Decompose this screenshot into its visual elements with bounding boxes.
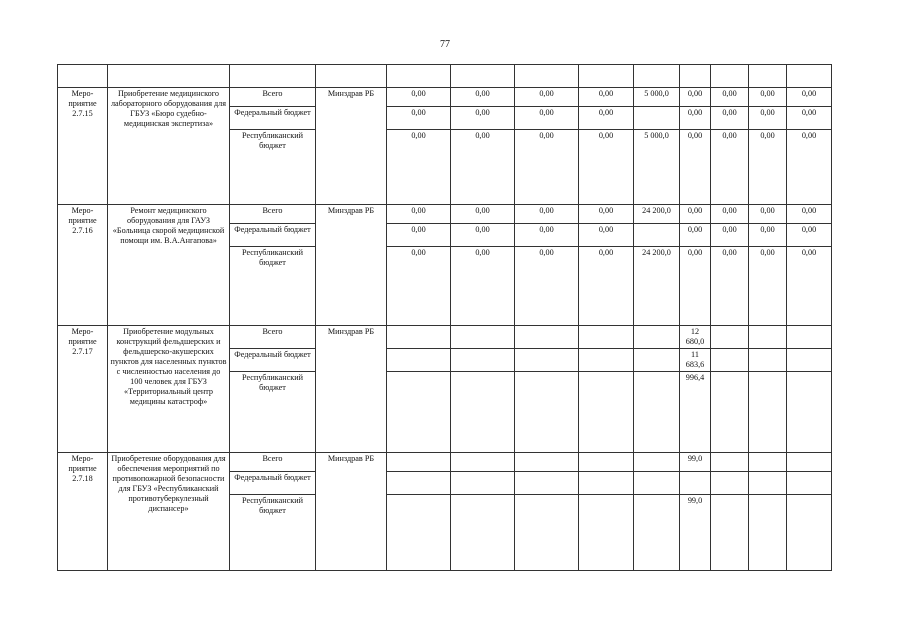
- value-cell: 0,00: [387, 205, 451, 224]
- header-cell: [749, 65, 787, 88]
- value-cell: 0,00: [451, 205, 515, 224]
- event-description-cell: Приобретение оборудования для обеспечения мероприятий по противопожарной безопасности для ГБУЗ «Республиканский противотуберкулезный диспансер»: [108, 453, 230, 571]
- event-code-cell: Меро-приятие 2.7.16: [58, 205, 108, 326]
- value-cell: 0,00: [387, 107, 451, 130]
- value-cell: [451, 453, 515, 472]
- value-cell: [711, 349, 749, 372]
- executor-cell: Минздрав РБ: [316, 326, 387, 453]
- table-row: [58, 326, 832, 349]
- value-cell: [515, 326, 579, 349]
- value-cell: [711, 372, 749, 453]
- table-row: [58, 453, 832, 472]
- value-cell: 0,00: [711, 88, 749, 107]
- header-cell: [680, 65, 711, 88]
- page-number: 77: [440, 39, 450, 50]
- value-cell: 0,00: [749, 247, 787, 326]
- value-cell: [579, 372, 634, 453]
- value-cell: [634, 372, 680, 453]
- header-cell: [787, 65, 832, 88]
- value-cell: [749, 349, 787, 372]
- executor-cell: Минздрав РБ: [316, 88, 387, 205]
- value-cell: [711, 472, 749, 495]
- funding-source-cell: Республиканский бюджет: [230, 130, 316, 205]
- value-cell: 0,00: [515, 88, 579, 107]
- value-cell: 0,00: [451, 107, 515, 130]
- value-cell: 0,00: [387, 247, 451, 326]
- header-cell: [579, 65, 634, 88]
- header-cell: [58, 65, 108, 88]
- value-cell: 0,00: [515, 224, 579, 247]
- value-cell: 0,00: [451, 247, 515, 326]
- header-cell: [711, 65, 749, 88]
- value-cell: [579, 326, 634, 349]
- value-cell: [749, 472, 787, 495]
- table-header-row: [58, 65, 832, 88]
- value-cell: 0,00: [579, 130, 634, 205]
- header-cell: [108, 65, 230, 88]
- value-cell: 0,00: [787, 107, 832, 130]
- value-cell: 0,00: [387, 130, 451, 205]
- value-cell: [634, 495, 680, 571]
- value-cell: 0,00: [387, 88, 451, 107]
- funding-source-cell: Всего: [230, 205, 316, 224]
- event-code-cell: Меро-приятие 2.7.17: [58, 326, 108, 453]
- value-cell: 0,00: [711, 130, 749, 205]
- funding-source-cell: Федеральный бюджет: [230, 224, 316, 247]
- value-cell: 0,00: [515, 247, 579, 326]
- event-code-cell: Меро-приятие 2.7.15: [58, 88, 108, 205]
- value-cell: 12 680,0: [680, 326, 711, 349]
- value-cell: [387, 453, 451, 472]
- value-cell: [451, 495, 515, 571]
- header-cell: [634, 65, 680, 88]
- header-cell: [515, 65, 579, 88]
- header-cell: [230, 65, 316, 88]
- value-cell: [515, 372, 579, 453]
- value-cell: 0,00: [579, 247, 634, 326]
- funding-source-cell: Всего: [230, 88, 316, 107]
- value-cell: [634, 326, 680, 349]
- value-cell: [634, 453, 680, 472]
- value-cell: 0,00: [579, 205, 634, 224]
- value-cell: 0,00: [680, 107, 711, 130]
- value-cell: 0,00: [787, 205, 832, 224]
- value-cell: [787, 495, 832, 571]
- value-cell: 0,00: [680, 247, 711, 326]
- value-cell: [451, 326, 515, 349]
- value-cell: [387, 349, 451, 372]
- value-cell: 0,00: [680, 205, 711, 224]
- executor-cell: Минздрав РБ: [316, 205, 387, 326]
- value-cell: [749, 372, 787, 453]
- budget-table: [57, 64, 832, 571]
- funding-source-cell: Всего: [230, 453, 316, 472]
- value-cell: 0,00: [451, 224, 515, 247]
- value-cell: 0,00: [451, 88, 515, 107]
- value-cell: [749, 453, 787, 472]
- value-cell: [787, 453, 832, 472]
- value-cell: [749, 326, 787, 349]
- value-cell: 0,00: [749, 224, 787, 247]
- value-cell: 0,00: [749, 130, 787, 205]
- value-cell: 0,00: [749, 205, 787, 224]
- funding-source-cell: Республиканский бюджет: [230, 372, 316, 453]
- value-cell: 0,00: [787, 247, 832, 326]
- value-cell: 0,00: [749, 107, 787, 130]
- event-description-cell: Ремонт медицинского оборудования для ГАУЗ «Больница скорой медицинской помощи им. В.А.Ангапова»: [108, 205, 230, 326]
- value-cell: 0,00: [579, 107, 634, 130]
- value-cell: [451, 349, 515, 372]
- value-cell: 0,00: [515, 107, 579, 130]
- value-cell: 0,00: [787, 88, 832, 107]
- value-cell: [579, 349, 634, 372]
- value-cell: [787, 349, 832, 372]
- table-row: [58, 88, 832, 107]
- value-cell: [711, 495, 749, 571]
- value-cell: 0,00: [711, 205, 749, 224]
- value-cell: 0,00: [787, 224, 832, 247]
- value-cell: [579, 453, 634, 472]
- funding-source-cell: Федеральный бюджет: [230, 349, 316, 372]
- event-code-cell: Меро-приятие 2.7.18: [58, 453, 108, 571]
- value-cell: [634, 224, 680, 247]
- value-cell: [579, 472, 634, 495]
- value-cell: 5 000,0: [634, 130, 680, 205]
- event-description-cell: Приобретение модульных конструкций фельдшерских и фельдшерско-акушерских пунктов для населенных пунктов с численностью населения до 100 человек для ГБУЗ «Территориальный центр медицины катастроф»: [108, 326, 230, 453]
- value-cell: 0,00: [451, 130, 515, 205]
- value-cell: 11 683,6: [680, 349, 711, 372]
- value-cell: 0,00: [680, 88, 711, 107]
- executor-cell: Минздрав РБ: [316, 453, 387, 571]
- value-cell: [787, 472, 832, 495]
- value-cell: [749, 495, 787, 571]
- value-cell: 0,00: [711, 107, 749, 130]
- header-cell: [451, 65, 515, 88]
- value-cell: [579, 495, 634, 571]
- value-cell: 0,00: [711, 224, 749, 247]
- value-cell: [634, 349, 680, 372]
- value-cell: 5 000,0: [634, 88, 680, 107]
- funding-source-cell: Всего: [230, 326, 316, 349]
- value-cell: 0,00: [711, 247, 749, 326]
- header-cell: [316, 65, 387, 88]
- value-cell: 0,00: [579, 224, 634, 247]
- value-cell: [515, 453, 579, 472]
- funding-source-cell: Республиканский бюджет: [230, 495, 316, 571]
- value-cell: [451, 472, 515, 495]
- value-cell: [451, 372, 515, 453]
- value-cell: 99,0: [680, 495, 711, 571]
- value-cell: [387, 326, 451, 349]
- value-cell: [680, 472, 711, 495]
- value-cell: 0,00: [579, 88, 634, 107]
- value-cell: [387, 495, 451, 571]
- value-cell: 0,00: [387, 224, 451, 247]
- value-cell: [711, 326, 749, 349]
- funding-source-cell: Федеральный бюджет: [230, 472, 316, 495]
- funding-source-cell: Федеральный бюджет: [230, 107, 316, 130]
- value-cell: [634, 107, 680, 130]
- value-cell: [515, 349, 579, 372]
- value-cell: [711, 453, 749, 472]
- value-cell: [515, 495, 579, 571]
- value-cell: 996,4: [680, 372, 711, 453]
- value-cell: [634, 472, 680, 495]
- value-cell: [387, 372, 451, 453]
- value-cell: 24 200,0: [634, 247, 680, 326]
- value-cell: 99,0: [680, 453, 711, 472]
- value-cell: 24 200,0: [634, 205, 680, 224]
- value-cell: 0,00: [515, 205, 579, 224]
- value-cell: 0,00: [749, 88, 787, 107]
- value-cell: [515, 472, 579, 495]
- value-cell: [787, 326, 832, 349]
- value-cell: 0,00: [515, 130, 579, 205]
- header-cell: [387, 65, 451, 88]
- value-cell: 0,00: [787, 130, 832, 205]
- event-description-cell: Приобретение медицинского лабораторного оборудования для ГБУЗ «Бюро судебно-медицинская экспертиза»: [108, 88, 230, 205]
- value-cell: 0,00: [680, 130, 711, 205]
- value-cell: [387, 472, 451, 495]
- value-cell: [787, 372, 832, 453]
- funding-source-cell: Республиканский бюджет: [230, 247, 316, 326]
- value-cell: 0,00: [680, 224, 711, 247]
- table-row: [58, 205, 832, 224]
